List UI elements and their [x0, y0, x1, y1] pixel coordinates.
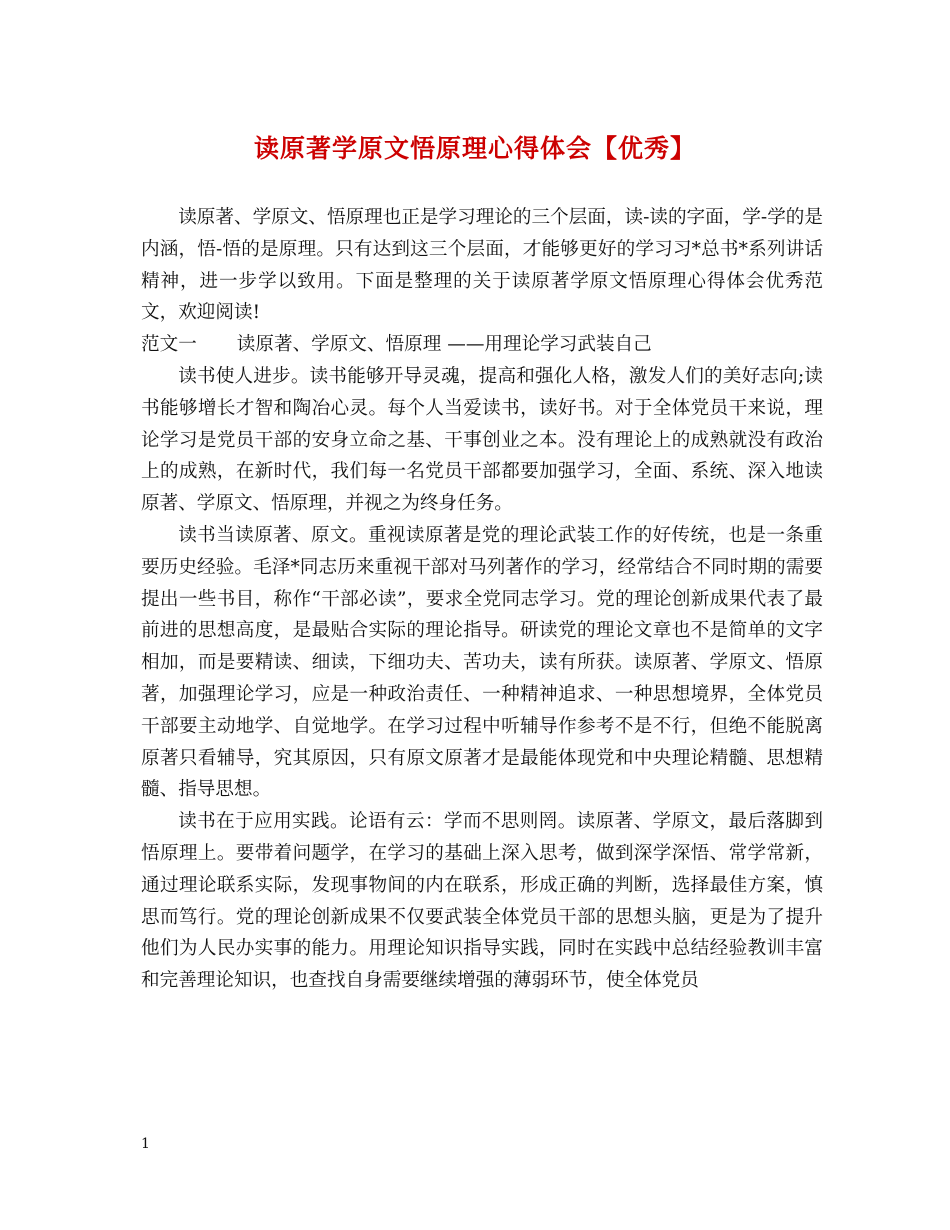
body-paragraph-3: 读书在于应用实践。论语有云：学而不思则罔。读原著、学原文，最后落脚到悟原理上。要带着问题学，在学习的基础上深入思考，做到深学深悟、常学常新，通过理论联系实际，发现事物间的内在联系，形成正确的判断，选择最佳方案，慎思而笃行。党的理论创新成果不仅要武装全体党员干部的思想头脑，更是为了提升他们为人民办实事的能力。用理论知识指导实践，同时在实践中总结经验教训丰富和完善理论知识，也查找自身需要继续增强的薄弱环节，使全体党员 — [141, 811, 823, 992]
section-heading — [141, 329, 823, 361]
body-paragraph-2: 读书当读原著、原文。重视读原著是党的理论武装工作的好传统，也是一条重要历史经验。毛泽*同志历来重视干部对马列著作的学习，经常结合不同时期的需要提出一些书目，称作“干部必读”，要求全党同志学习。党的理论创新成果代表了最前进的思想高度，是最贴合实际的理论指导。研读党的理论文章也不是简单的文字相加，而是要精读、细读，下细功夫、苦功夫，读有所获。读原著、学原文、悟原著，加强理论学习，应是一种政治责任、一种精神追求、一种思想境界，全体党员干部要主动地学、自觉地学。在学习过程中听辅导作参考不是不行，但绝不能脱离原著只看辅导，究其原因，只有原文原著才是最能体现党和中央理论精髓、思想精髓、指导思想。 — [141, 524, 823, 801]
section-title: 读原著、学原文、悟原理 ——用理论学习武装自己 — [236, 334, 652, 356]
body-paragraph-1: 读书使人进步。读书能够开导灵魂，提高和强化人格，激发人们的美好志向;读书能够增长才智和陶冶心灵。每个人当爱读书，读好书。对于全体党员干来说，理论学习是党员干部的安身立命之基、干事创业之本。没有理论上的成熟就没有政治上的成熟，在新时代，我们每一名党员干部都要加强学习，全面、系统、深入地读原著、学原文、悟原理，并视之为终身任务。 — [141, 365, 823, 515]
document-body — [141, 202, 823, 997]
intro-paragraph: 读原著、学原文、悟原理也正是学习理论的三个层面，读-读的字面，学-学的是内涵，悟-悟的是原理。只有达到这三个层面，才能够更好的学习习*总书*系列讲话精神，进一步学以致用。下面是整理的关于读原著学原文悟原理心得体会优秀范文，欢迎阅读! — [141, 207, 823, 324]
document-title: 读原著学原文悟原理心得体会【优秀】 — [253, 134, 696, 163]
page-number: 1 — [141, 1136, 150, 1152]
section-label: 范文一 — [141, 334, 197, 356]
